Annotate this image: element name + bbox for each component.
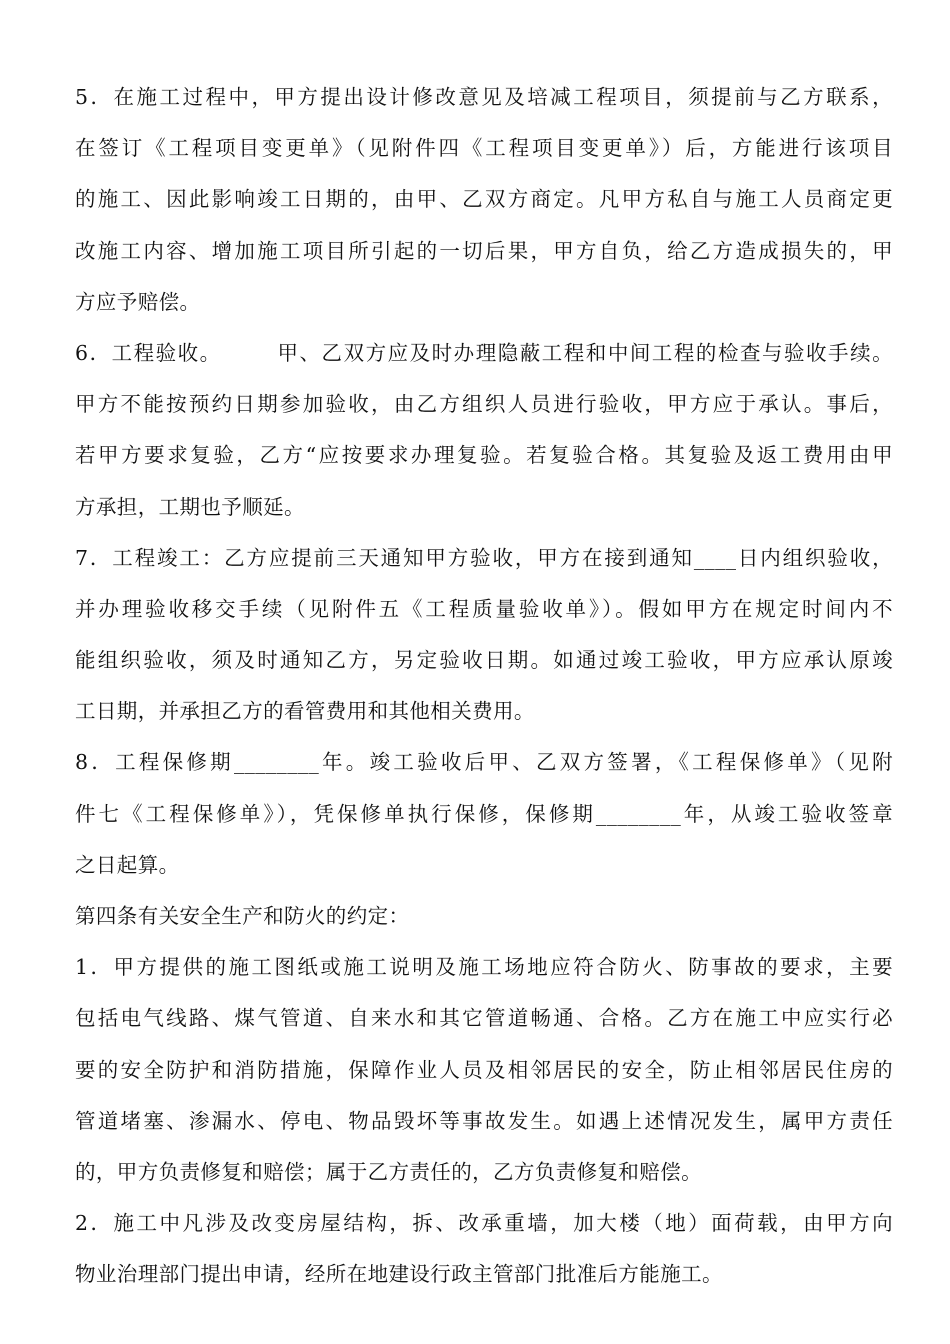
text-line: 1．甲方提供的施工图纸或施工说明及施工场地应符合防火、防事故的要求，主要 [75, 955, 893, 980]
text-line: 管道堵塞、渗漏水、停电、物品毁坏等事故发生。如遇上述情况发生，属甲方责任 [75, 1108, 893, 1133]
text-line: 若甲方要求复验，乙方“应按要求办理复验。若复验合格。其复验及返工费用由甲 [75, 443, 893, 468]
text-line: 6．工程验收。 甲、乙双方应及时办理隐蔽工程和中间工程的检查与验收手续。 [75, 340, 893, 365]
text-line: 在签订《工程项目变更单》（见附件四《工程项目变更单》）后，方能进行该项目 [75, 136, 893, 161]
text-line: 之日起算。 [75, 852, 180, 877]
text-line: 的，甲方负责修复和赔偿；属于乙方责任的，乙方负责修复和赔偿。 [75, 1159, 702, 1184]
text-line: 方承担，工期也予顺延。 [75, 494, 305, 519]
text-line: 能组织验收，须及时通知乙方，另定验收日期。如通过竣工验收，甲方应承认原竣 [75, 648, 893, 673]
text-line: 工日期，并承担乙方的看管费用和其他相关费用。 [75, 699, 535, 724]
text-line: 5．在施工过程中，甲方提出设计修改意见及培减工程项目，须提前与乙方联系， [75, 85, 893, 109]
text-line: 并办理验收移交手续（见附件五《工程质量验收单》）。假如甲方在规定时间内不 [75, 596, 893, 621]
text-line: 8．工程保修期________年。竣工验收后甲、乙双方签署，《工程保修单》（见附 [75, 750, 893, 775]
text-line: 方应予赔偿。 [75, 289, 201, 314]
text-line: 件七《工程保修单》），凭保修单执行保修，保修期________年，从竣工验收签章 [75, 801, 893, 826]
text-line: 2．施工中凡涉及改变房屋结构，拆、改承重墙，加大楼（地）面荷载，由甲方向 [75, 1211, 893, 1236]
text-line: 物业治理部门提出申请，经所在地建设行政主管部门批准后方能施工。 [75, 1262, 723, 1287]
text-line: 的施工、因此影响竣工日期的，由甲、乙双方商定。凡甲方私自与施工人员商定更 [75, 187, 893, 212]
text-line: 包括电气线路、煤气管道、自来水和其它管道畅通、合格。乙方在施工中应实行必 [75, 1006, 893, 1031]
text-line: 要的安全防护和消防措施，保障作业人员及相邻居民的安全，防止相邻居民住房的 [75, 1057, 893, 1082]
document-page [75, 72, 893, 1301]
text-line: 改施工内容、增加施工项目所引起的一切后果，甲方自负，给乙方造成损失的，甲 [75, 238, 893, 263]
section-heading: 第四条有关安全生产和防火的约定： [75, 904, 410, 928]
text-line: 7．工程竣工：乙方应提前三天通知甲方验收，甲方在接到通知____日内组织验收， [75, 545, 893, 570]
text-line: 甲方不能按预约日期参加验收，由乙方组织人员进行验收，甲方应于承认。事后， [75, 392, 893, 417]
